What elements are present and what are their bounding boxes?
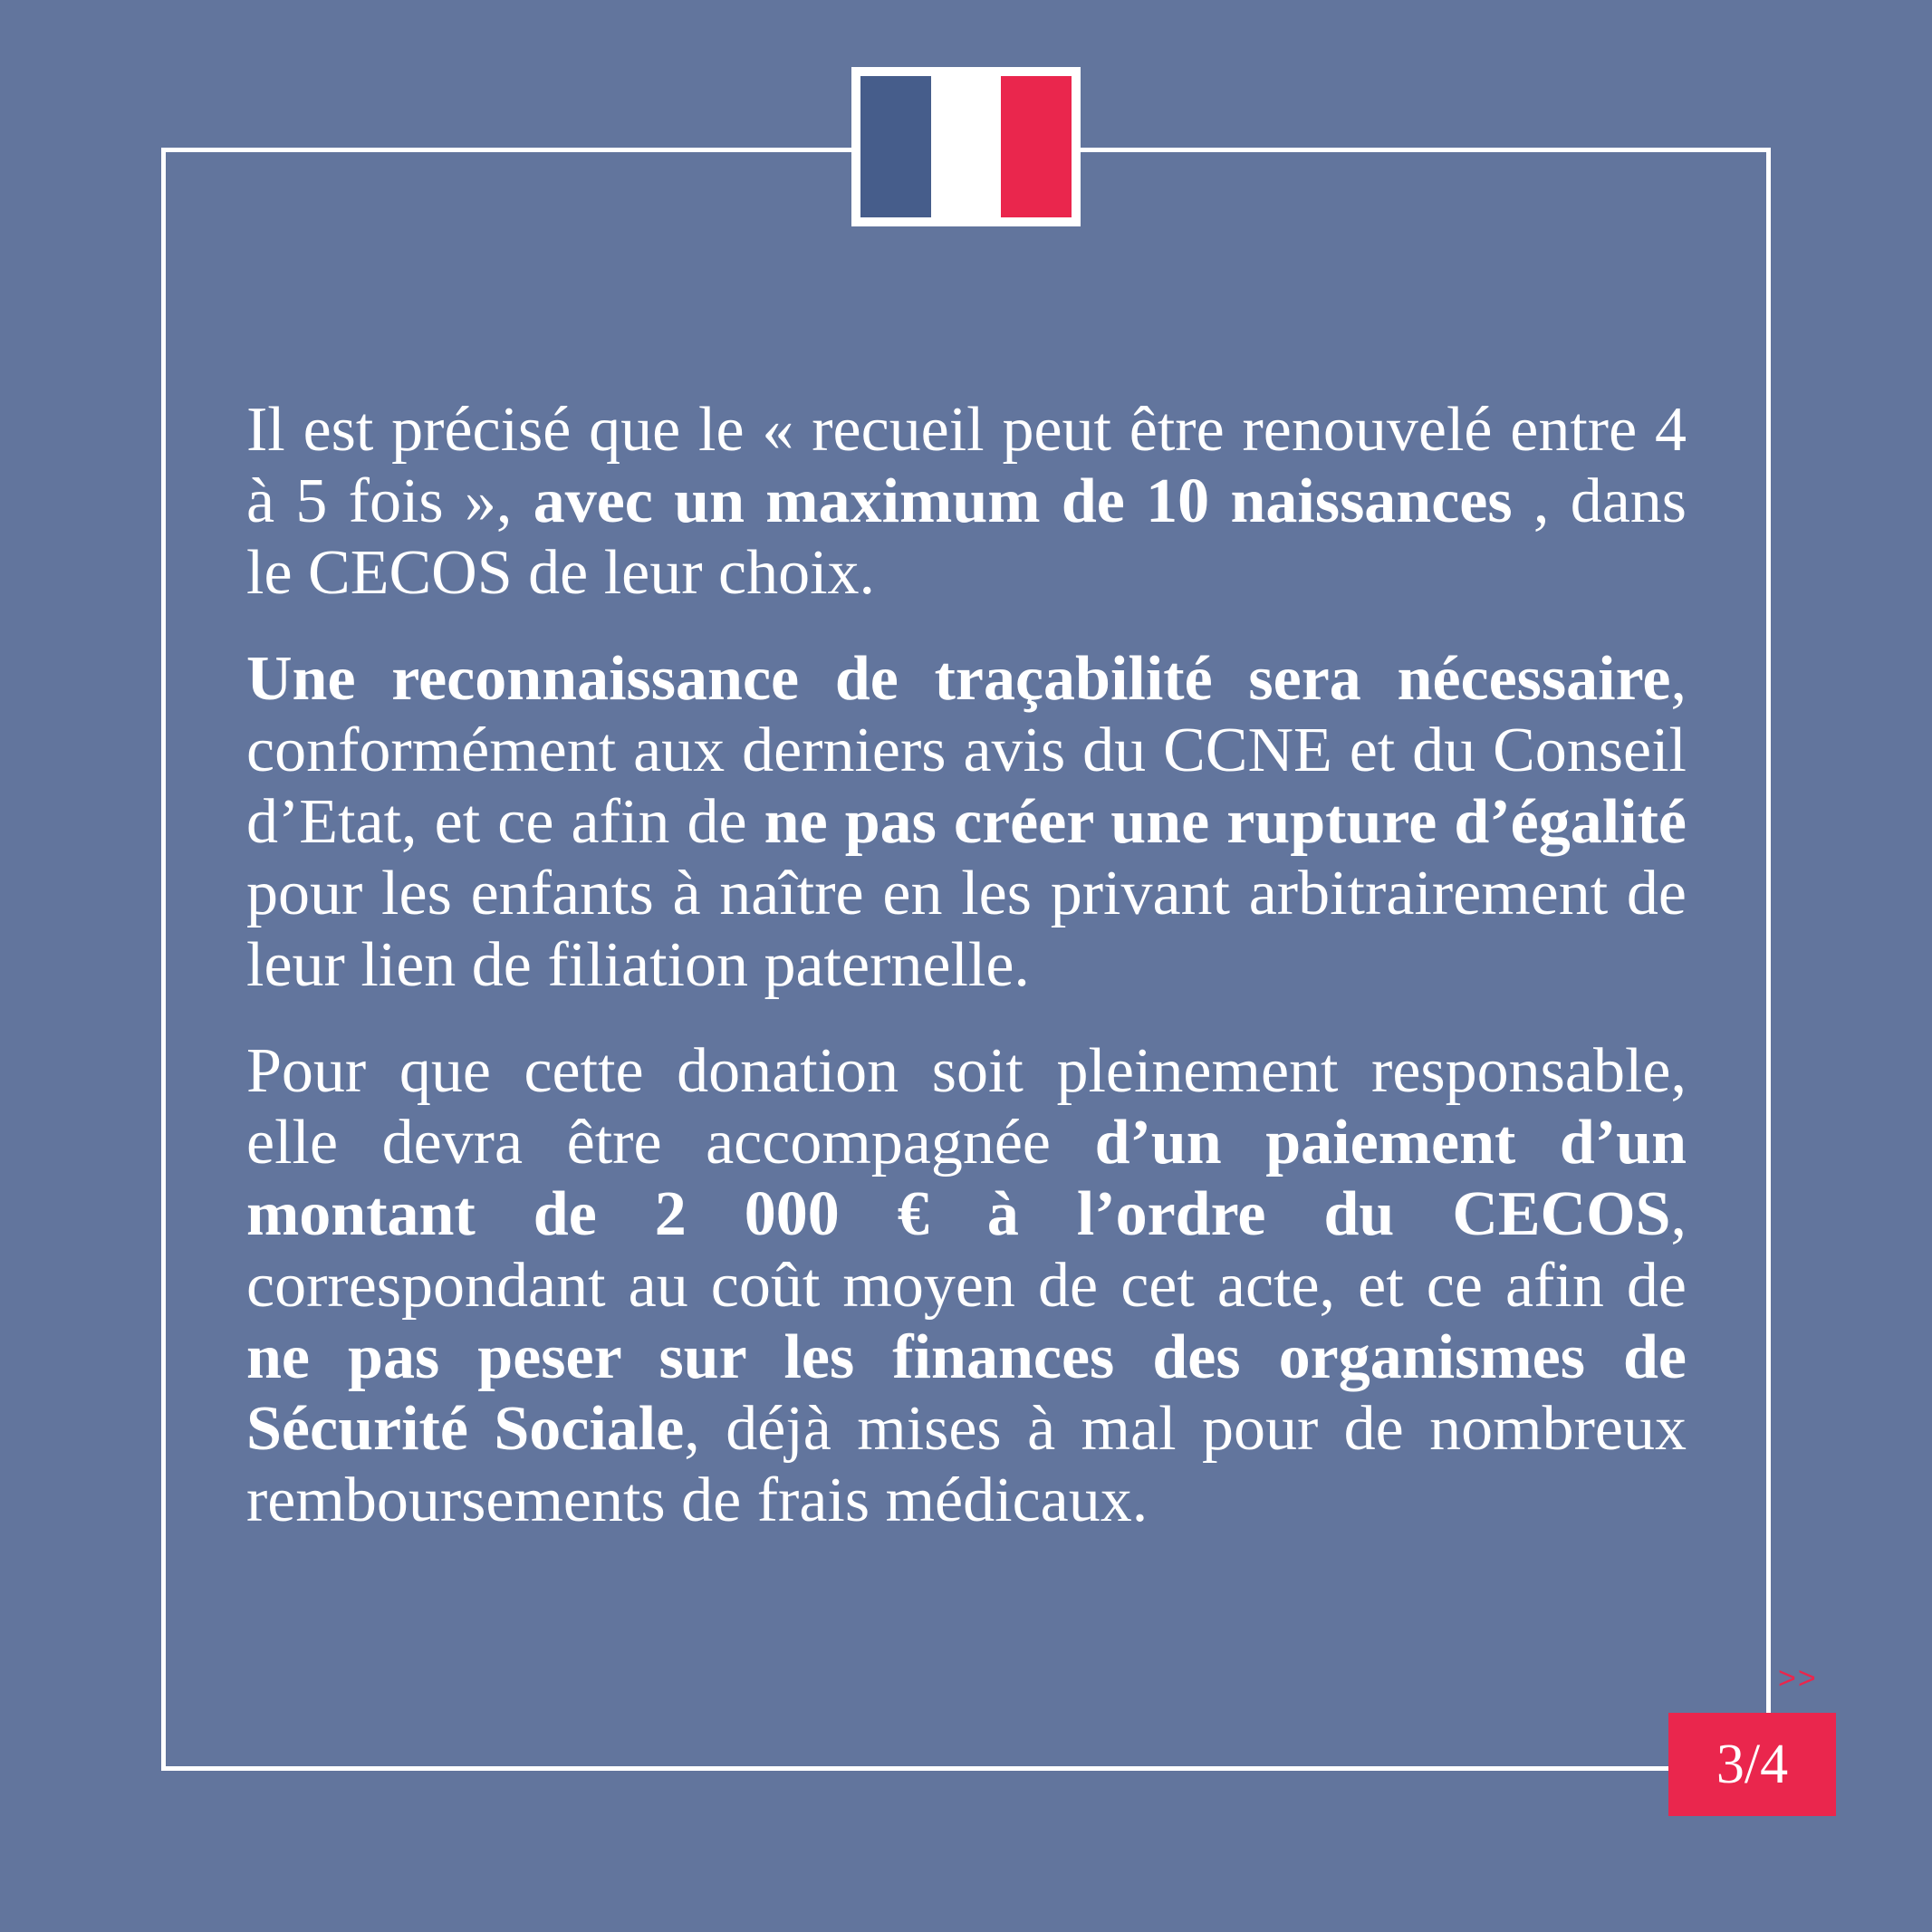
paragraph-3-text: , déjà mises à mal pour de nombreux remboursements de frais médicaux. bbox=[246, 1394, 1687, 1535]
paragraph-3-text: Pour que cette donation soit pleinement responsable, elle devra être accompagnée bbox=[246, 1036, 1687, 1177]
paragraph-2-bold: Une reconnaissance de traçabilité sera nécessaire bbox=[246, 644, 1671, 714]
flag-white-stripe bbox=[931, 76, 1002, 217]
flag-blue-stripe bbox=[860, 76, 931, 217]
paragraph-2 bbox=[246, 643, 1687, 1001]
paragraph-2-text: pour les enfants à naître en les privant arbitrairement de leur lien de filiation paternelle. bbox=[246, 859, 1687, 1000]
french-flag-icon bbox=[851, 67, 1081, 226]
paragraph-2-text: , conformément aux derniers avis du CCNE et du Conseil d’Etat, et ce afin de bbox=[246, 644, 1687, 857]
flag-red-stripe bbox=[1001, 76, 1072, 217]
paragraph-3-text: , correspondant au coût moyen de cet acte, et ce afin de bbox=[246, 1179, 1687, 1321]
paragraph-3 bbox=[246, 1035, 1687, 1536]
paragraph-1-text: , dans le CECOS de leur choix. bbox=[246, 466, 1687, 608]
next-arrows-icon[interactable]: >> bbox=[1778, 1661, 1818, 1696]
paragraph-2-bold: ne pas créer une rupture d’égalité bbox=[764, 787, 1687, 857]
paragraph-1-bold: avec un maximum de 10 naissances bbox=[533, 466, 1513, 536]
paragraph-1 bbox=[246, 394, 1687, 609]
paragraph-1-text: Il est précisé que le « recueil peut être renouvelé entre 4 à 5 fois », bbox=[246, 395, 1687, 536]
paragraph-3-bold: ne pas peser sur les finances des organismes de Sécurité Sociale bbox=[246, 1322, 1687, 1464]
page-number-badge: 3/4 bbox=[1668, 1713, 1836, 1816]
main-text bbox=[246, 394, 1687, 1571]
paragraph-3-bold: d’un paiement d’un montant de 2 000 € à l’ordre du CECOS bbox=[246, 1108, 1687, 1249]
